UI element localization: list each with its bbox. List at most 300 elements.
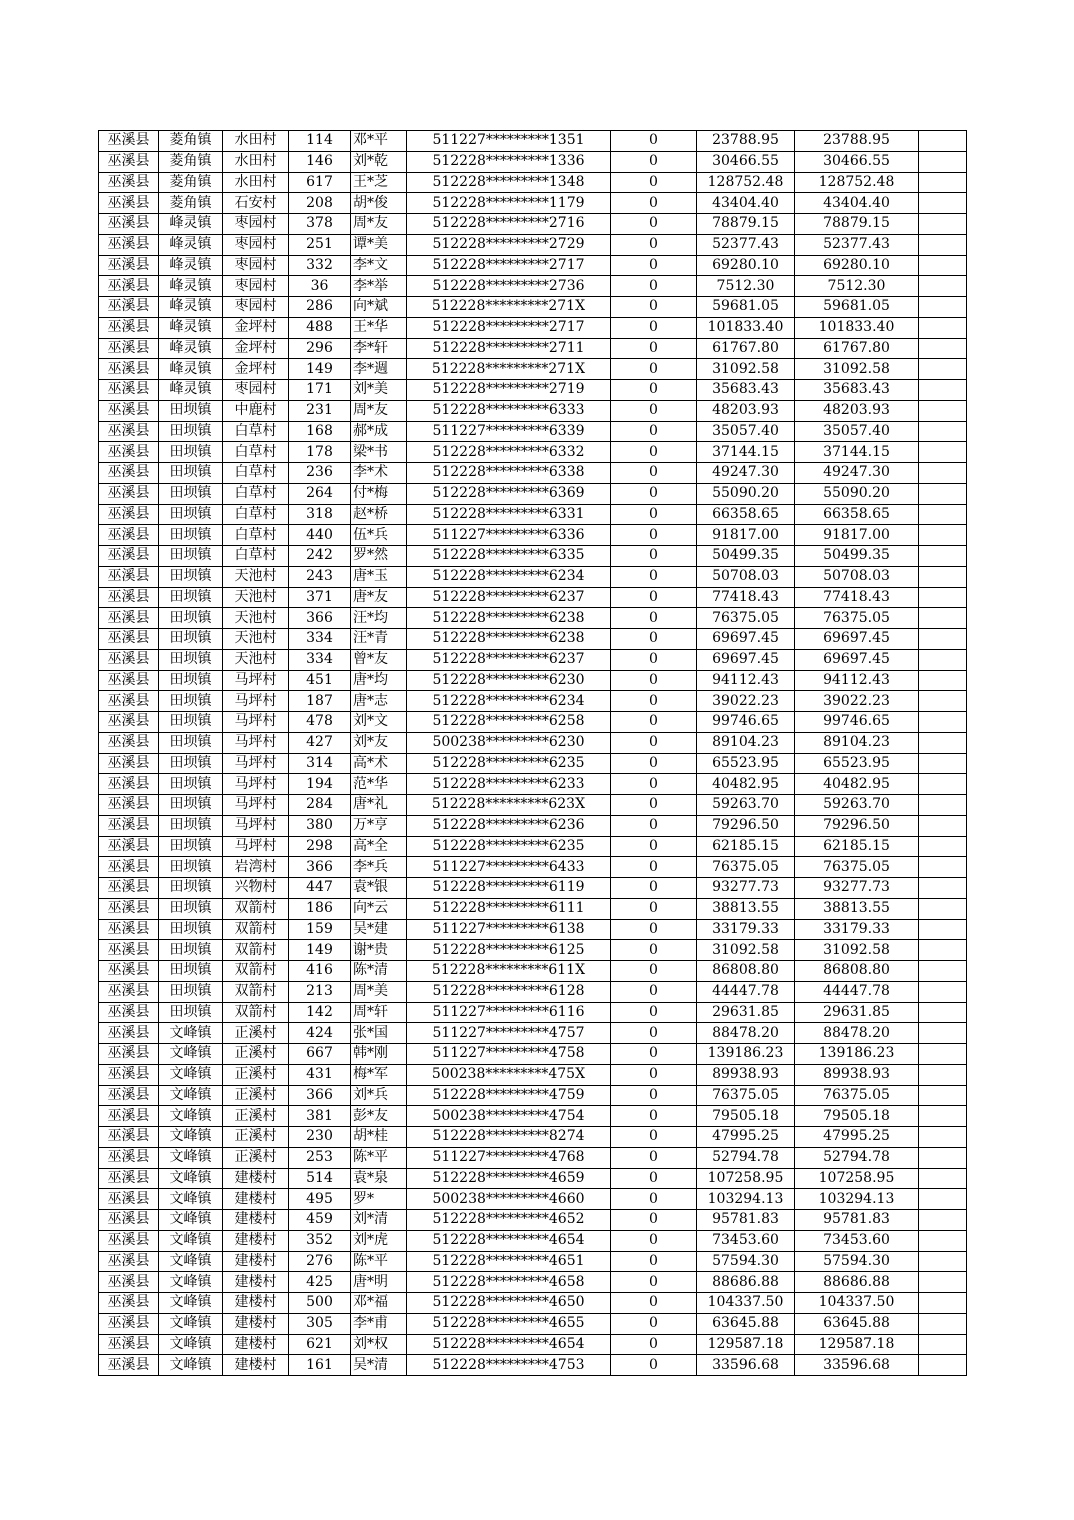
county-cell: 巫溪县: [99, 234, 159, 255]
village-cell: 双箭村: [223, 981, 289, 1002]
town-cell: 田坝镇: [159, 463, 223, 484]
county-cell: 巫溪县: [99, 525, 159, 546]
village-cell: 马坪村: [223, 712, 289, 733]
town-cell: 田坝镇: [159, 691, 223, 712]
zero-cell: 0: [611, 1230, 697, 1251]
table-row: [99, 1168, 967, 1189]
blank-cell: [919, 193, 967, 214]
total-cell: 77418.43: [795, 587, 919, 608]
amount-cell: 35683.43: [697, 380, 795, 401]
zero-cell: 0: [611, 234, 697, 255]
county-cell: 巫溪县: [99, 836, 159, 857]
name-cell: 胡*俊: [351, 193, 407, 214]
table-row: [99, 400, 967, 421]
blank-cell: [919, 919, 967, 940]
county-cell: 巫溪县: [99, 172, 159, 193]
count-cell: 36: [289, 276, 351, 297]
zero-cell: 0: [611, 276, 697, 297]
zero-cell: 0: [611, 1127, 697, 1148]
blank-cell: [919, 1210, 967, 1231]
id-cell: 512228*********6331: [407, 504, 611, 525]
zero-cell: 0: [611, 1293, 697, 1314]
county-cell: 巫溪县: [99, 940, 159, 961]
id-cell: 511227*********6138: [407, 919, 611, 940]
name-cell: 郝*成: [351, 421, 407, 442]
village-cell: 石安村: [223, 193, 289, 214]
table-row: [99, 1044, 967, 1065]
total-cell: 23788.95: [795, 131, 919, 152]
table-row: [99, 836, 967, 857]
town-cell: 田坝镇: [159, 774, 223, 795]
village-cell: 天池村: [223, 587, 289, 608]
name-cell: 周*轩: [351, 1002, 407, 1023]
blank-cell: [919, 338, 967, 359]
total-cell: 69697.45: [795, 629, 919, 650]
count-cell: 264: [289, 483, 351, 504]
count-cell: 667: [289, 1044, 351, 1065]
id-cell: 512228*********6233: [407, 774, 611, 795]
total-cell: 91817.00: [795, 525, 919, 546]
blank-cell: [919, 1293, 967, 1314]
village-cell: 双箭村: [223, 940, 289, 961]
zero-cell: 0: [611, 193, 697, 214]
amount-cell: 103294.13: [697, 1189, 795, 1210]
id-cell: 512228*********2719: [407, 380, 611, 401]
id-cell: 512228*********6234: [407, 566, 611, 587]
town-cell: 文峰镇: [159, 1023, 223, 1044]
count-cell: 298: [289, 836, 351, 857]
village-cell: 中鹿村: [223, 400, 289, 421]
total-cell: 88686.88: [795, 1272, 919, 1293]
zero-cell: 0: [611, 172, 697, 193]
town-cell: 文峰镇: [159, 1127, 223, 1148]
table-row: [99, 1313, 967, 1334]
town-cell: 菱角镇: [159, 151, 223, 172]
total-cell: 88478.20: [795, 1023, 919, 1044]
total-cell: 69697.45: [795, 649, 919, 670]
table-row: [99, 732, 967, 753]
total-cell: 66358.65: [795, 504, 919, 525]
amount-cell: 66358.65: [697, 504, 795, 525]
town-cell: 田坝镇: [159, 629, 223, 650]
amount-cell: 88686.88: [697, 1272, 795, 1293]
id-cell: 512228*********271X: [407, 359, 611, 380]
town-cell: 田坝镇: [159, 940, 223, 961]
total-cell: 101833.40: [795, 317, 919, 338]
count-cell: 236: [289, 463, 351, 484]
zero-cell: 0: [611, 1085, 697, 1106]
name-cell: 付*梅: [351, 483, 407, 504]
count-cell: 305: [289, 1313, 351, 1334]
county-cell: 巫溪县: [99, 608, 159, 629]
count-cell: 161: [289, 1355, 351, 1376]
count-cell: 213: [289, 981, 351, 1002]
zero-cell: 0: [611, 1210, 697, 1231]
count-cell: 366: [289, 1085, 351, 1106]
count-cell: 186: [289, 898, 351, 919]
zero-cell: 0: [611, 587, 697, 608]
id-cell: 512228*********6230: [407, 670, 611, 691]
county-cell: 巫溪县: [99, 131, 159, 152]
village-cell: 马坪村: [223, 836, 289, 857]
county-cell: 巫溪县: [99, 214, 159, 235]
village-cell: 枣园村: [223, 380, 289, 401]
zero-cell: 0: [611, 1313, 697, 1334]
total-cell: 95781.83: [795, 1210, 919, 1231]
table-row: [99, 193, 967, 214]
zero-cell: 0: [611, 961, 697, 982]
blank-cell: [919, 483, 967, 504]
total-cell: 29631.85: [795, 1002, 919, 1023]
zero-cell: 0: [611, 297, 697, 318]
village-cell: 正溪村: [223, 1044, 289, 1065]
amount-cell: 35057.40: [697, 421, 795, 442]
town-cell: 文峰镇: [159, 1272, 223, 1293]
county-cell: 巫溪县: [99, 566, 159, 587]
name-cell: 李*轩: [351, 338, 407, 359]
town-cell: 田坝镇: [159, 857, 223, 878]
village-cell: 马坪村: [223, 795, 289, 816]
id-cell: 512228*********2717: [407, 255, 611, 276]
amount-cell: 104337.50: [697, 1293, 795, 1314]
blank-cell: [919, 1147, 967, 1168]
zero-cell: 0: [611, 940, 697, 961]
village-cell: 正溪村: [223, 1085, 289, 1106]
zero-cell: 0: [611, 525, 697, 546]
amount-cell: 93277.73: [697, 878, 795, 899]
total-cell: 59263.70: [795, 795, 919, 816]
total-cell: 89938.93: [795, 1064, 919, 1085]
amount-cell: 79505.18: [697, 1106, 795, 1127]
data-table: [98, 130, 967, 1376]
amount-cell: 50499.35: [697, 546, 795, 567]
amount-cell: 79296.50: [697, 815, 795, 836]
table-row: [99, 297, 967, 318]
amount-cell: 37144.15: [697, 442, 795, 463]
name-cell: 陈*平: [351, 1147, 407, 1168]
total-cell: 57594.30: [795, 1251, 919, 1272]
total-cell: 52377.43: [795, 234, 919, 255]
id-cell: 512228*********611X: [407, 961, 611, 982]
count-cell: 380: [289, 815, 351, 836]
id-cell: 512228*********271X: [407, 297, 611, 318]
county-cell: 巫溪县: [99, 691, 159, 712]
zero-cell: 0: [611, 1064, 697, 1085]
count-cell: 296: [289, 338, 351, 359]
table-row: [99, 1210, 967, 1231]
blank-cell: [919, 380, 967, 401]
id-cell: 512228*********6335: [407, 546, 611, 567]
id-cell: 512228*********4651: [407, 1251, 611, 1272]
village-cell: 正溪村: [223, 1127, 289, 1148]
village-cell: 枣园村: [223, 234, 289, 255]
table-row: [99, 483, 967, 504]
town-cell: 田坝镇: [159, 1002, 223, 1023]
amount-cell: 38813.55: [697, 898, 795, 919]
name-cell: 邓*福: [351, 1293, 407, 1314]
county-cell: 巫溪县: [99, 421, 159, 442]
amount-cell: 50708.03: [697, 566, 795, 587]
count-cell: 514: [289, 1168, 351, 1189]
blank-cell: [919, 151, 967, 172]
count-cell: 318: [289, 504, 351, 525]
blank-cell: [919, 1251, 967, 1272]
table-row: [99, 1002, 967, 1023]
count-cell: 617: [289, 172, 351, 193]
name-cell: 梁*书: [351, 442, 407, 463]
total-cell: 61767.80: [795, 338, 919, 359]
blank-cell: [919, 1168, 967, 1189]
zero-cell: 0: [611, 1168, 697, 1189]
village-cell: 双箭村: [223, 961, 289, 982]
blank-cell: [919, 214, 967, 235]
village-cell: 双箭村: [223, 898, 289, 919]
count-cell: 114: [289, 131, 351, 152]
amount-cell: 89938.93: [697, 1064, 795, 1085]
table-row: [99, 691, 967, 712]
total-cell: 35057.40: [795, 421, 919, 442]
town-cell: 田坝镇: [159, 400, 223, 421]
total-cell: 44447.78: [795, 981, 919, 1002]
town-cell: 田坝镇: [159, 608, 223, 629]
name-cell: 周*美: [351, 981, 407, 1002]
name-cell: 赵*桥: [351, 504, 407, 525]
amount-cell: 23788.95: [697, 131, 795, 152]
town-cell: 文峰镇: [159, 1334, 223, 1355]
zero-cell: 0: [611, 131, 697, 152]
name-cell: 李*术: [351, 463, 407, 484]
id-cell: 512228*********1336: [407, 151, 611, 172]
zero-cell: 0: [611, 649, 697, 670]
amount-cell: 65523.95: [697, 753, 795, 774]
count-cell: 621: [289, 1334, 351, 1355]
count-cell: 178: [289, 442, 351, 463]
zero-cell: 0: [611, 608, 697, 629]
county-cell: 巫溪县: [99, 712, 159, 733]
name-cell: 唐*均: [351, 670, 407, 691]
town-cell: 菱角镇: [159, 131, 223, 152]
zero-cell: 0: [611, 1251, 697, 1272]
county-cell: 巫溪县: [99, 1251, 159, 1272]
zero-cell: 0: [611, 1272, 697, 1293]
table-row: [99, 317, 967, 338]
count-cell: 366: [289, 857, 351, 878]
town-cell: 田坝镇: [159, 898, 223, 919]
total-cell: 30466.55: [795, 151, 919, 172]
name-cell: 吴*建: [351, 919, 407, 940]
town-cell: 峰灵镇: [159, 359, 223, 380]
amount-cell: 59681.05: [697, 297, 795, 318]
blank-cell: [919, 1334, 967, 1355]
id-cell: 512228*********1348: [407, 172, 611, 193]
total-cell: 94112.43: [795, 670, 919, 691]
name-cell: 陈*平: [351, 1251, 407, 1272]
village-cell: 正溪村: [223, 1147, 289, 1168]
blank-cell: [919, 276, 967, 297]
county-cell: 巫溪县: [99, 898, 159, 919]
zero-cell: 0: [611, 504, 697, 525]
amount-cell: 52794.78: [697, 1147, 795, 1168]
blank-cell: [919, 587, 967, 608]
blank-cell: [919, 1272, 967, 1293]
town-cell: 文峰镇: [159, 1230, 223, 1251]
id-cell: 512228*********6237: [407, 587, 611, 608]
zero-cell: 0: [611, 463, 697, 484]
amount-cell: 129587.18: [697, 1334, 795, 1355]
amount-cell: 31092.58: [697, 940, 795, 961]
table-row: [99, 940, 967, 961]
total-cell: 139186.23: [795, 1044, 919, 1065]
village-cell: 建楼村: [223, 1189, 289, 1210]
total-cell: 104337.50: [795, 1293, 919, 1314]
name-cell: 汪*青: [351, 629, 407, 650]
village-cell: 天池村: [223, 608, 289, 629]
total-cell: 31092.58: [795, 940, 919, 961]
id-cell: 512228*********4753: [407, 1355, 611, 1376]
town-cell: 峰灵镇: [159, 317, 223, 338]
name-cell: 梅*军: [351, 1064, 407, 1085]
county-cell: 巫溪县: [99, 1189, 159, 1210]
name-cell: 刘*兵: [351, 1085, 407, 1106]
town-cell: 峰灵镇: [159, 338, 223, 359]
name-cell: 刘*友: [351, 732, 407, 753]
id-cell: 512228*********4659: [407, 1168, 611, 1189]
name-cell: 刘*乾: [351, 151, 407, 172]
zero-cell: 0: [611, 214, 697, 235]
county-cell: 巫溪县: [99, 857, 159, 878]
id-cell: 511227*********4758: [407, 1044, 611, 1065]
count-cell: 146: [289, 151, 351, 172]
county-cell: 巫溪县: [99, 919, 159, 940]
id-cell: 512228*********4654: [407, 1230, 611, 1251]
amount-cell: 48203.93: [697, 400, 795, 421]
county-cell: 巫溪县: [99, 463, 159, 484]
zero-cell: 0: [611, 421, 697, 442]
amount-cell: 101833.40: [697, 317, 795, 338]
village-cell: 白草村: [223, 483, 289, 504]
town-cell: 田坝镇: [159, 795, 223, 816]
count-cell: 314: [289, 753, 351, 774]
table-row: [99, 421, 967, 442]
amount-cell: 73453.60: [697, 1230, 795, 1251]
table-row: [99, 172, 967, 193]
town-cell: 文峰镇: [159, 1044, 223, 1065]
total-cell: 65523.95: [795, 753, 919, 774]
id-cell: 512228*********2711: [407, 338, 611, 359]
total-cell: 76375.05: [795, 608, 919, 629]
zero-cell: 0: [611, 1147, 697, 1168]
total-cell: 31092.58: [795, 359, 919, 380]
count-cell: 334: [289, 629, 351, 650]
table-row: [99, 1085, 967, 1106]
table-row: [99, 1251, 967, 1272]
id-cell: 511227*********1351: [407, 131, 611, 152]
village-cell: 岩湾村: [223, 857, 289, 878]
county-cell: 巫溪县: [99, 504, 159, 525]
village-cell: 白草村: [223, 546, 289, 567]
count-cell: 378: [289, 214, 351, 235]
zero-cell: 0: [611, 857, 697, 878]
total-cell: 63645.88: [795, 1313, 919, 1334]
blank-cell: [919, 1313, 967, 1334]
name-cell: 邓*平: [351, 131, 407, 152]
blank-cell: [919, 670, 967, 691]
id-cell: 512228*********4658: [407, 1272, 611, 1293]
count-cell: 284: [289, 795, 351, 816]
blank-cell: [919, 1230, 967, 1251]
village-cell: 枣园村: [223, 276, 289, 297]
total-cell: 52794.78: [795, 1147, 919, 1168]
count-cell: 332: [289, 255, 351, 276]
amount-cell: 128752.48: [697, 172, 795, 193]
amount-cell: 59263.70: [697, 795, 795, 816]
blank-cell: [919, 1044, 967, 1065]
zero-cell: 0: [611, 1044, 697, 1065]
table-row: [99, 131, 967, 152]
total-cell: 89104.23: [795, 732, 919, 753]
table-row: [99, 442, 967, 463]
town-cell: 文峰镇: [159, 1251, 223, 1272]
amount-cell: 91817.00: [697, 525, 795, 546]
total-cell: 50499.35: [795, 546, 919, 567]
blank-cell: [919, 981, 967, 1002]
zero-cell: 0: [611, 774, 697, 795]
id-cell: 512228*********4655: [407, 1313, 611, 1334]
blank-cell: [919, 1085, 967, 1106]
county-cell: 巫溪县: [99, 255, 159, 276]
county-cell: 巫溪县: [99, 587, 159, 608]
table-row: [99, 338, 967, 359]
zero-cell: 0: [611, 815, 697, 836]
amount-cell: 7512.30: [697, 276, 795, 297]
id-cell: 512228*********6333: [407, 400, 611, 421]
county-cell: 巫溪县: [99, 317, 159, 338]
village-cell: 马坪村: [223, 774, 289, 795]
name-cell: 高*全: [351, 836, 407, 857]
id-cell: 512228*********6128: [407, 981, 611, 1002]
zero-cell: 0: [611, 670, 697, 691]
zero-cell: 0: [611, 1334, 697, 1355]
amount-cell: 55090.20: [697, 483, 795, 504]
name-cell: 伍*兵: [351, 525, 407, 546]
table-row: [99, 878, 967, 899]
id-cell: 511227*********4757: [407, 1023, 611, 1044]
amount-cell: 52377.43: [697, 234, 795, 255]
count-cell: 286: [289, 297, 351, 318]
county-cell: 巫溪县: [99, 1147, 159, 1168]
blank-cell: [919, 421, 967, 442]
name-cell: 刘*文: [351, 712, 407, 733]
village-cell: 建楼村: [223, 1272, 289, 1293]
village-cell: 建楼村: [223, 1313, 289, 1334]
county-cell: 巫溪县: [99, 649, 159, 670]
town-cell: 峰灵镇: [159, 380, 223, 401]
amount-cell: 33179.33: [697, 919, 795, 940]
name-cell: 谢*贵: [351, 940, 407, 961]
count-cell: 187: [289, 691, 351, 712]
town-cell: 峰灵镇: [159, 297, 223, 318]
count-cell: 242: [289, 546, 351, 567]
village-cell: 金坪村: [223, 317, 289, 338]
count-cell: 171: [289, 380, 351, 401]
total-cell: 33596.68: [795, 1355, 919, 1376]
id-cell: 512228*********4654: [407, 1334, 611, 1355]
zero-cell: 0: [611, 629, 697, 650]
name-cell: 刘*美: [351, 380, 407, 401]
id-cell: 512228*********6238: [407, 629, 611, 650]
zero-cell: 0: [611, 483, 697, 504]
town-cell: 文峰镇: [159, 1168, 223, 1189]
